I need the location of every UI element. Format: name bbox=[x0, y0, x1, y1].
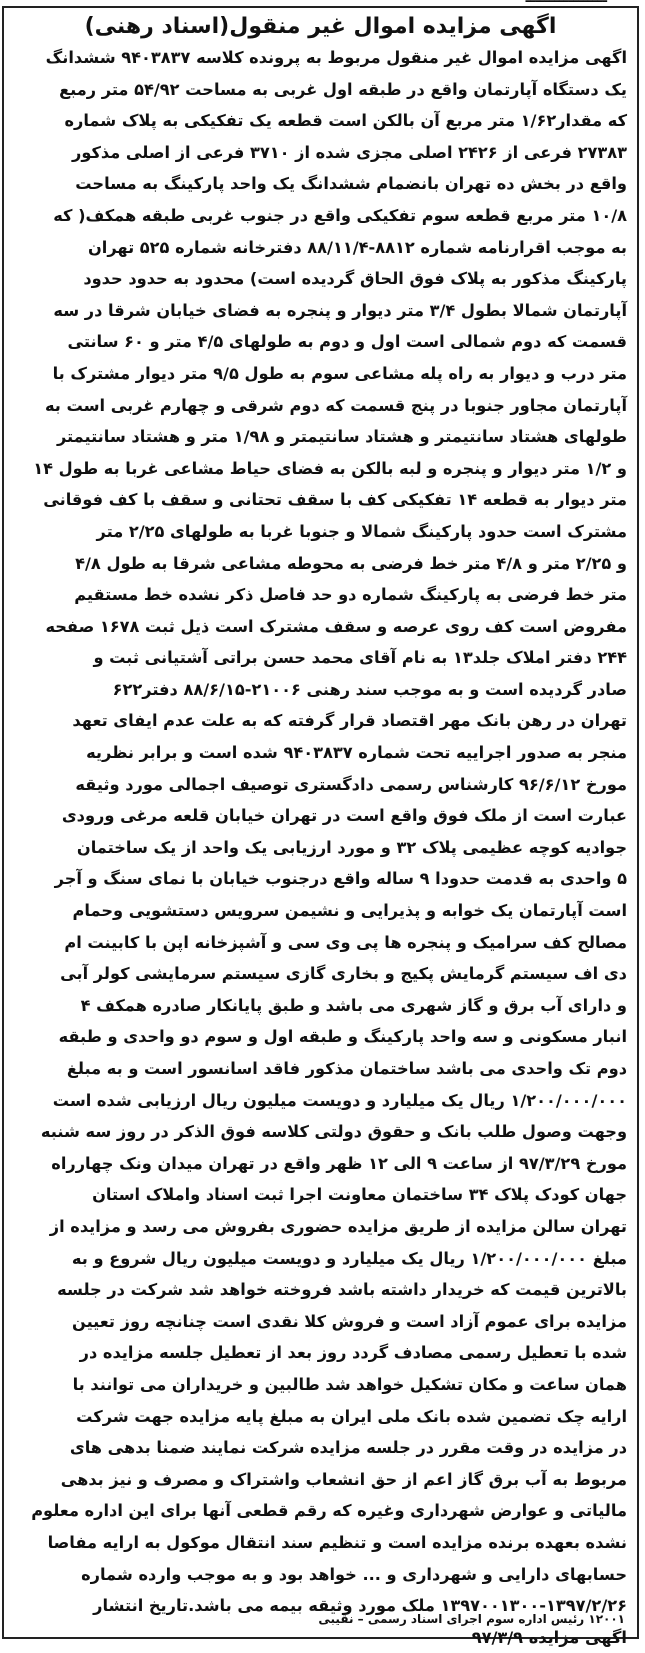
notice-body-line: منجر به صدور اجراییه تحت شماره ۹۴۰۳۸۳۷ شده است و برابر نظریه bbox=[86, 743, 627, 763]
notice-body-line: ۱۳۹۷۰۰۱۳۰۰-۱۳۹۷/۲/۲۶ ملک مورد وثیقه بیمه می باشد.تاریخ انتشار bbox=[93, 1596, 627, 1616]
notice-body-line: مبلغ ۱/۲۰۰/۰۰۰/۰۰۰ ریال یک میلیارد و دویست میلیون ریال شروع و به bbox=[71, 1248, 627, 1268]
notice-body-line: و ۲/۲۵ متر و ۴/۸ متر خط فرضی به محوطه مشاعی شرقا به طول ۴/۸ bbox=[75, 553, 627, 573]
notice-body-line: همان ساعت و مکان تشکیل خواهد شد طالبین و خریداران می توانند با bbox=[72, 1374, 627, 1394]
notice-body-line: ۱/۲۰۰/۰۰۰/۰۰۰ ریال یک میلیارد و دویست میلیون ریال ارزیابی شده است bbox=[52, 1090, 627, 1110]
notice-signature: ۱۲۰۰۱ رئیس اداره سوم اجرای اسناد رسمی – نقیبی bbox=[318, 1612, 625, 1626]
notice-body-line: ۱۰/۸ متر مربع قطعه سوم تفکیکی واقع در جنوب غربی طبقه همکف( که bbox=[53, 205, 627, 225]
notice-body-line: پارکینگ مذکور به پلاک فوق الحاق گردیده است) محدود به حدود حدود bbox=[83, 269, 627, 289]
notice-body-line: است آپارتمان یک خوابه و پذیرایی و نشیمن سرویس دستشویی وحمام bbox=[72, 901, 627, 921]
notice-body-line: وجهت وصول طلب بانک و حقوق دولتی کلاسه فوق الذکر در روز سه شنبه bbox=[40, 1122, 627, 1142]
notice-body-line: مربوط به آب برق گاز اعم از حق انشعاب واشتراک و مصرف و نیز بدهی bbox=[60, 1469, 627, 1489]
notice-body-line: قسمت که دوم شمالی است اول و دوم به طولهای ۴/۵ متر و ۶۰ سانتی bbox=[67, 332, 627, 352]
notice-body-line: عبارت است از ملک فوق واقع است در تهران خیابان قلعه مرغی ورودی bbox=[61, 806, 627, 826]
notice-body-line: انبار مسکونی و سه واحد پارکینگ و طبقه اول و سوم دو واحدی و طبقه bbox=[58, 1027, 627, 1047]
notice-body-line: صادر گردیده است و به موجب سند رهنی ۲۱۰۰۶-۸۸/۶/۱۵ دفتر۶۲۲ bbox=[112, 679, 627, 699]
notice-body-line: که مقدار۱/۶۲ متر مربع آن بالکن است قطعه یک تفکیکی به پلاک شماره bbox=[64, 111, 627, 131]
notice-body-line: و دارای آب برق و گاز شهری می باشد و طبق پایانکار صادره همکف ۴ bbox=[80, 995, 627, 1015]
notice-body-line: مزایده برای عموم آزاد است و فروش کلا نقدی است چنانچه روز تعیین bbox=[72, 1311, 627, 1331]
notice-body-line: به موجب اقرارنامه شماره ۸۸۱۲-۸۸/۱۱/۴ دفترخانه شماره ۵۲۵ تهران bbox=[87, 237, 627, 257]
notice-title: اگهی مزایده اموال غیر منقول(اسناد رهنی) bbox=[84, 14, 557, 39]
notice-body-line: جوادیه کوچه عظیمی پلاک ۳۲ و مورد ارزیابی یک واحد از یک ساختمان bbox=[76, 837, 627, 857]
notice-body-line: ارایه چک تضمین شده بانک ملی ایران به مبلغ پایه مزایده جهت شرکت bbox=[76, 1406, 627, 1426]
notice-body-line: ۲۴۴ دفتر املاک جلد۱۳ به نام آقای محمد حسن براتی آشتیانی ثبت و bbox=[93, 648, 627, 668]
notice-body bbox=[14, 42, 627, 1653]
notice-body-line: دوم تک واحدی می باشد ساختمان مذکور فاقد اسانسور است و به مبلغ bbox=[66, 1059, 627, 1078]
notice-body-line: واقع در بخش ده تهران بانضمام ششدانگ یک واحد پارکینگ به مساحت bbox=[75, 174, 627, 194]
notice-body-line: متر دیوار به قطعه ۱۴ تفکیکی کف با سقف تحتانی و سقف با کف فوقانی bbox=[43, 490, 627, 510]
notice-body-line: اگهی مزایده ۹۷/۳/۹ bbox=[471, 1627, 627, 1647]
notice-body-line: تهران در رهن بانک مهر اقتصاد قرار گرفته که به علت عدم ایفای تعهد bbox=[72, 711, 627, 731]
notice-body-line: آپارتمان مجاور جنوبا در پنج قسمت که دوم شرقی و چهارم غربی است به bbox=[44, 395, 627, 415]
notice-body-line: ۵ واحدی به قدمت حدودا ۹ ساله واقع درجنوب خیابان با نمای سنگ و آجر bbox=[54, 869, 627, 889]
notice-body-line: نشده بعهده برنده مزایده است و تنظیم سند انتقال موکول به ارایه مفاصا bbox=[47, 1532, 627, 1552]
notice-body-line: مشترک است حدود پارکینگ شمالا و جنوبا غربا به طولهای ۲/۲۵ متر bbox=[96, 521, 627, 541]
notice-body-line: دی اف سیستم گرمایش پکیج و بخاری گازی سیستم سرمایشی کولر آبی bbox=[60, 964, 627, 984]
notice-body-line: شده با تعطیل رسمی مصادف گردد روز بعد از تعطیل جلسه مزایده در bbox=[79, 1343, 627, 1363]
notice-body-line: بالاترین قیمت که خریدار داشته باشد فروخته خواهد شد شرکت در جلسه bbox=[57, 1280, 627, 1300]
notice-body-line: تهران سالن مزایده از طریق مزایده حضوری بفروش می رسد و مزایده از bbox=[49, 1216, 627, 1236]
notice-body-line: جهان کودک پلاک ۳۴ ساختمان معاونت اجرا ثبت اسناد واملاک استان bbox=[92, 1185, 627, 1205]
notice-body-line: مالیاتی و عوارض شهرداری وغیره که رقم قطعی آنها برای این اداره معلوم bbox=[31, 1501, 627, 1521]
notice-body-line: متر خط فرضی به پارکینگ شماره دو حد فاصل ذکر نشده خط مستقیم bbox=[74, 585, 627, 605]
notice-body-line: و ۱/۲ متر دیوار و پنجره و لبه بالکن به فضای حیاط مشاعی غربا به طول ۱۴ bbox=[33, 458, 627, 478]
notice-body-line: مصالح کف سرامیک و پنجره ها پی وی سی و آشپزخانه اپن با کابینت ام bbox=[64, 932, 627, 952]
notice-body-line: مفروض است کف روی عرصه و سقف مشترک است ذیل ثبت ۱۶۷۸ صفحه bbox=[45, 616, 627, 636]
notice-body-line: آپارتمان شمالا بطول ۳/۴ متر دیوار و پنجره به فضای خیابان شرقا در سه bbox=[53, 300, 627, 320]
notice-body-line: اگهی مزایده اموال غیر منقول مربوط به پرونده کلاسه ۹۴۰۳۸۳۷ ششدانگ bbox=[45, 48, 627, 67]
notice-body-line: متر درب و دیوار به راه پله مشاعی سوم به طول ۹/۵ متر دیوار مشترک با bbox=[52, 363, 627, 383]
auction-notice bbox=[2, 6, 639, 1647]
notice-body-line: حسابهای دارایی و شهرداری و ... خواهد بود و به موجب وارده شماره bbox=[81, 1564, 627, 1584]
notice-body-line: طولهای هشتاد سانتیمتر و هشتاد سانتیمتر و ۱/۹۸ متر و هشتاد سانتیمتر bbox=[56, 427, 627, 447]
notice-body-line: مورخ ۹۷/۳/۲۹ از ساعت ۹ الی ۱۲ ظهر واقع در تهران میدان ونک چهارراه bbox=[51, 1153, 627, 1173]
notice-body-line: مورخ ۹۶/۶/۱۲ کارشناس رسمی دادگستری توصیف اجمالی مورد وثیقه bbox=[75, 774, 627, 794]
notice-body-line: در مزایده در وقت مقرر در جلسه مزایده شرکت نمایند ضمنا بدهی های bbox=[69, 1438, 627, 1458]
notice-body-line: ۲۷۳۸۳ فرعی از ۲۴۲۶ اصلی مجزی شده از ۳۷۱۰ فرعی از اصلی مذکور bbox=[72, 142, 627, 162]
notice-body-line: یک دستگاه آپارتمان واقع در طبقه اول غربی به مساحت ۵۴/۹۲ متر رمبع bbox=[59, 79, 627, 99]
